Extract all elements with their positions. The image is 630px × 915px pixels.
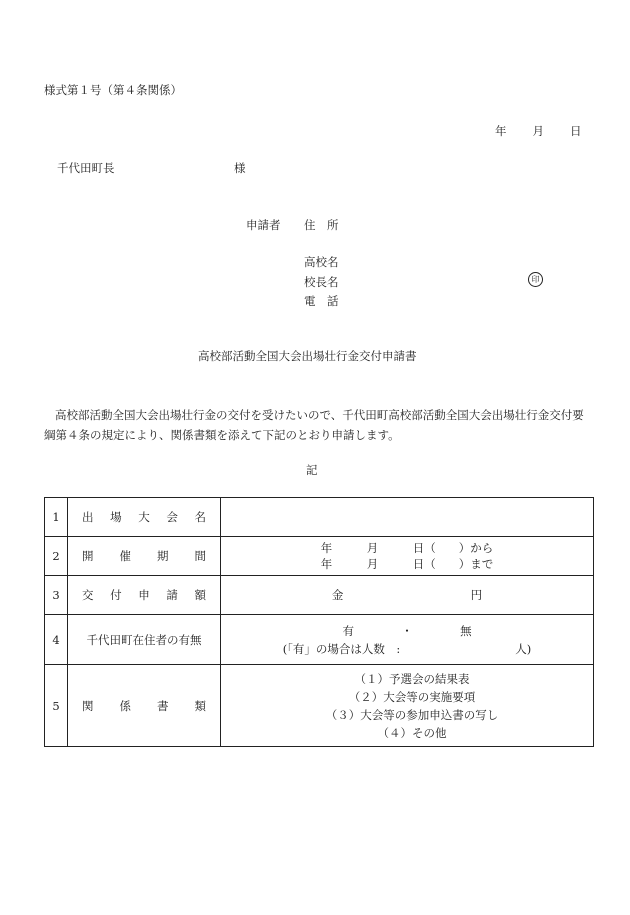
phone-label: 電 話 (304, 294, 339, 308)
item-period: 開 催 期 間 (68, 537, 221, 576)
date-month: 月 (532, 124, 544, 138)
amount-suffix: 円 (470, 588, 483, 602)
item-resident: 千代田町在住者の有無 (68, 615, 221, 665)
addressee: 千代田町長 (57, 161, 115, 175)
principal-label: 校長名 (304, 275, 339, 289)
amount-prefix: 金 (331, 588, 344, 602)
period-to: 年 月 日（ ）まで (320, 557, 494, 571)
row-number: 5 (45, 665, 68, 747)
school-label: 高校名 (304, 255, 339, 269)
resident-field[interactable] (221, 615, 594, 665)
period-from: 年 月 日（ ）から (320, 541, 494, 555)
option-yes[interactable]: 有 (342, 623, 354, 638)
table-row (45, 498, 594, 537)
table-row (45, 615, 594, 665)
table-row (45, 576, 594, 615)
date-day: 日 (570, 124, 582, 138)
yes-no-line (221, 622, 593, 640)
list-item: （２）大会等の実施要項 (348, 689, 476, 704)
item-amount: 交 付 申 請 額 (68, 576, 221, 615)
option-no[interactable]: 無 (460, 623, 472, 638)
ki-heading: 記 (306, 463, 318, 477)
table-row (45, 537, 594, 576)
resident-count-note: (「有」の場合は人数 : 人) (282, 641, 532, 656)
list-item: （４）その他 (377, 725, 447, 740)
row-number: 2 (45, 537, 68, 576)
item-event-name: 出 場 大 会 名 (68, 498, 221, 537)
honorific: 様 (234, 161, 246, 175)
seal-icon: 印 (528, 272, 543, 287)
row-number: 3 (45, 576, 68, 615)
table-row (45, 665, 594, 747)
row-number: 1 (45, 498, 68, 537)
document-body: 高校部活動全国大会出場壮行金の交付を受けたいので、千代田町高校部活動全国大会出場壮行金交付要綱第４条の規定により、関係書類を添えて下記のとおり申請します。 (44, 408, 584, 442)
date-line (495, 123, 582, 139)
row-number: 4 (45, 615, 68, 665)
form-number: 様式第１号（第４条関係） (44, 83, 182, 97)
item-documents: 関 係 書 類 (68, 665, 221, 747)
documents-list (221, 665, 594, 747)
applicant-label: 申請者 (246, 218, 281, 232)
date-year: 年 (495, 124, 507, 138)
amount-field[interactable] (221, 576, 594, 615)
document-title: 高校部活動全国大会出場壮行金交付申請書 (198, 349, 417, 363)
list-item: （１）予選会の結果表 (354, 671, 470, 686)
event-name-field[interactable] (221, 498, 594, 537)
option-separator: ・ (401, 623, 413, 638)
application-table (44, 497, 594, 747)
address-label: 住 所 (304, 218, 339, 232)
period-field[interactable] (221, 537, 594, 576)
list-item: （３）大会等の参加申込書の写し (325, 707, 499, 722)
